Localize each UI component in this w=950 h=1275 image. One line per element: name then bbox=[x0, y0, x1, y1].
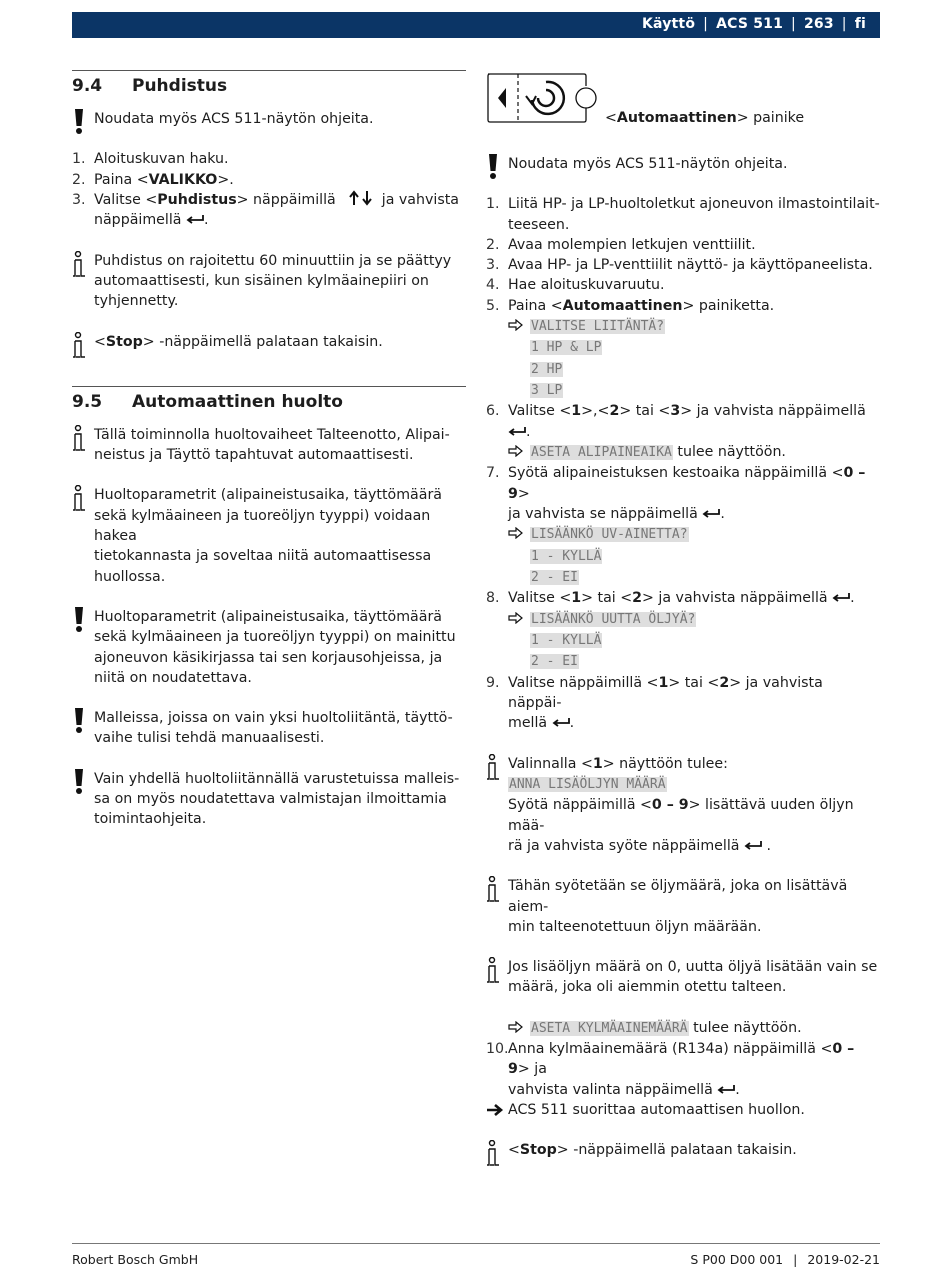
info-note: Puhdistus on rajoitettu 60 minuuttiin ja se päättyy automaattisesti, kun sisäinen kylmäainepiiri on tyhjennetty. bbox=[72, 251, 466, 312]
list-item: 2. Paina <VALIKKO>. bbox=[72, 171, 234, 188]
display-option: 1 - KYLLÄ bbox=[531, 633, 602, 648]
display-text: VALITSE LIITÄNTÄ? bbox=[531, 319, 665, 335]
result-arrow-icon bbox=[508, 442, 524, 462]
warning-note: Malleissa, joissa on vain yksi huoltoliitäntä, täyttö- vaihe tulisi tehdä manuaalisesti. bbox=[72, 708, 466, 749]
enter-key-icon bbox=[508, 422, 526, 442]
result-arrow-icon bbox=[508, 1018, 524, 1038]
display-option: 2 HP bbox=[531, 361, 563, 377]
header-page: 263 bbox=[803, 16, 834, 32]
display-option: 1 HP & LP bbox=[531, 340, 602, 356]
info-icon bbox=[72, 485, 88, 519]
info-icon bbox=[486, 754, 502, 788]
info-icon bbox=[72, 251, 88, 285]
section-rule bbox=[72, 70, 466, 71]
automatic-button-icon bbox=[486, 70, 601, 126]
result-arrow-icon bbox=[508, 524, 524, 544]
enter-key-icon bbox=[832, 588, 850, 608]
list-item: 7. Syötä alipaineistuksen kestoaika näppäimillä <0 – 9> ja vahvista se näppäimellä . bbox=[486, 463, 880, 524]
info-icon bbox=[486, 1140, 502, 1174]
section-heading-9-5: 9.5 Automaattinen huolto bbox=[72, 391, 343, 412]
info-note: Tällä toiminnolla huoltovaiheet Talteenotto, Alipai- neistus ja Täyttö tapahtuvat automaattisesti. bbox=[72, 425, 466, 466]
display-output bbox=[486, 316, 880, 337]
list-item: 1. Aloituskuvan haku. bbox=[72, 151, 229, 168]
header-section: Käyttö bbox=[641, 16, 696, 32]
warning-icon bbox=[72, 607, 86, 639]
list-item: 1. Liitä HP- ja LP-huoltoletkut ajoneuvon ilmastointilait- teeseen. bbox=[486, 196, 880, 233]
warning-note: Noudata myös ACS 511-näytön ohjeita. bbox=[72, 109, 466, 129]
result-line: ACS 511 suorittaa automaattisen huollon. bbox=[486, 1100, 880, 1120]
left-column bbox=[72, 70, 466, 830]
footer-doc-number: S P00 D00 001 bbox=[690, 1252, 784, 1267]
info-icon bbox=[486, 957, 502, 991]
display-output bbox=[486, 609, 880, 630]
display-option: 3 LP bbox=[531, 382, 563, 398]
list-item: 4. Hae aloituskuvaruutu. bbox=[486, 277, 665, 294]
enter-key-icon bbox=[744, 836, 762, 856]
display-option: 1 - KYLLÄ bbox=[531, 548, 602, 564]
warning-icon bbox=[486, 154, 500, 186]
section-rule bbox=[72, 386, 466, 387]
result-arrow-icon bbox=[508, 609, 524, 629]
list-item: 3. Valitse <Puhdistus> näppäimillä ja vahvista näppäimellä . bbox=[72, 190, 466, 231]
enter-key-icon bbox=[717, 1080, 735, 1100]
automatic-button-caption: <Automaattinen> painike bbox=[605, 110, 805, 126]
display-option: 2 - EI bbox=[531, 569, 578, 585]
warning-icon bbox=[72, 708, 86, 740]
info-icon bbox=[72, 425, 88, 459]
list-item: 10. Anna kylmäainemäärä (R134a) näppäimillä <0 – 9> ja vahvista valinta näppäimellä . bbox=[486, 1039, 880, 1100]
info-note: Jos lisäöljyn määrä on 0, uutta öljyä lisätään vain se määrä, joka oli aiemmin otettu talteen. bbox=[486, 957, 880, 998]
header-lang: fi bbox=[854, 16, 866, 32]
display-text: LISÄÄNKÖ UUTTA ÖLJYÄ? bbox=[531, 611, 696, 627]
section-heading-9-4: 9.4 Puhdistus bbox=[72, 76, 228, 96]
warning-note: Vain yhdellä huoltoliitännällä varustetuissa malleis- sa on myös noudatettava valmistajan ilmoittamia toimintaohjeita. bbox=[72, 769, 466, 830]
header-product: ACS 511 bbox=[716, 16, 784, 32]
header-text: Käyttö | ACS 511 | 263 | fi bbox=[641, 16, 866, 32]
info-note: Huoltoparametrit (alipaineistusaika, täyttömäärä sekä kylmäaineen ja tuoreöljyn tyyppi) voidaan hakea tietokannasta ja soveltaa niitä automaattisessa huollossa. bbox=[72, 485, 466, 586]
list-item: 2. Avaa molempien letkujen venttiilit. bbox=[486, 236, 756, 253]
info-icon bbox=[72, 332, 88, 366]
result-arrow-icon bbox=[508, 316, 524, 336]
info-note: Tähän syötetään se öljymäärä, joka on lisättävä aiem- min talteenotettuun öljyn määrään. bbox=[486, 876, 880, 937]
display-option: 2 - EI bbox=[531, 654, 578, 670]
list-item: 8. Valitse <1> tai <2> ja vahvista näppäimellä . bbox=[486, 588, 880, 608]
footer-rule bbox=[72, 1243, 880, 1244]
arrow-up-down-icon bbox=[348, 192, 379, 208]
display-text: ANNA LISÄÖLJYN MÄÄRÄ bbox=[509, 776, 666, 792]
enter-key-icon bbox=[552, 713, 570, 733]
warning-note: Noudata myös ACS 511-näytön ohjeita. bbox=[486, 154, 880, 174]
display-output bbox=[486, 524, 880, 545]
enter-key-icon bbox=[186, 210, 204, 230]
display-text: ASETA KYLMÄAINEMÄÄRÄ bbox=[531, 1020, 688, 1036]
display-output: ASETA ALIPAINEAIKA tulee näyttöön. bbox=[486, 442, 880, 463]
header-bar bbox=[72, 12, 880, 38]
right-column bbox=[486, 70, 880, 1161]
display-text: LISÄÄNKÖ UV-AINETTA? bbox=[531, 527, 688, 543]
list-item: 6. Valitse <1>,<2> tai <3> ja vahvista näppäimellä . bbox=[486, 401, 880, 442]
info-icon bbox=[486, 876, 502, 910]
warning-icon bbox=[72, 109, 86, 141]
footer-doc-info: S P00 D00 001 | 2019-02-21 bbox=[690, 1252, 880, 1267]
info-note: <Stop> -näppäimellä palataan takaisin. bbox=[486, 1140, 880, 1160]
result-arrow-icon bbox=[486, 1103, 504, 1123]
display-output: ASETA KYLMÄAINEMÄÄRÄ tulee näyttöön. bbox=[486, 1018, 880, 1039]
list-item: 9. Valitse näppäimillä <1> tai <2> ja vahvista näppäi- mellä . bbox=[486, 673, 880, 734]
footer-company: Robert Bosch GmbH bbox=[72, 1252, 199, 1267]
automatic-button-figure bbox=[486, 70, 880, 126]
list-item: 3. Avaa HP- ja LP-venttiilit näyttö- ja käyttöpaneelista. bbox=[486, 257, 873, 274]
enter-key-icon bbox=[702, 504, 720, 524]
info-note: Valinnalla <1> näyttöön tulee: ANNA LISÄÖLJYN MÄÄRÄ Syötä näppäimillä <0 – 9> lisättävä uuden öljyn mää- rä ja vahvista syöte näppäimellä . bbox=[486, 754, 880, 857]
warning-icon bbox=[72, 769, 86, 801]
list-item: 5. Paina <Automaattinen> painiketta. bbox=[486, 297, 775, 314]
warning-note: Huoltoparametrit (alipaineistusaika, täyttömäärä sekä kylmäaineen ja tuoreöljyn tyyppi) on mainittu ajoneuvon käsikirjassa tai sen korjausohjeissa, ja niitä on noudatettava. bbox=[72, 607, 466, 688]
display-text: ASETA ALIPAINEAIKA bbox=[531, 445, 672, 461]
info-note: <Stop> -näppäimellä palataan takaisin. bbox=[72, 332, 466, 352]
footer-date: 2019-02-21 bbox=[807, 1252, 880, 1267]
